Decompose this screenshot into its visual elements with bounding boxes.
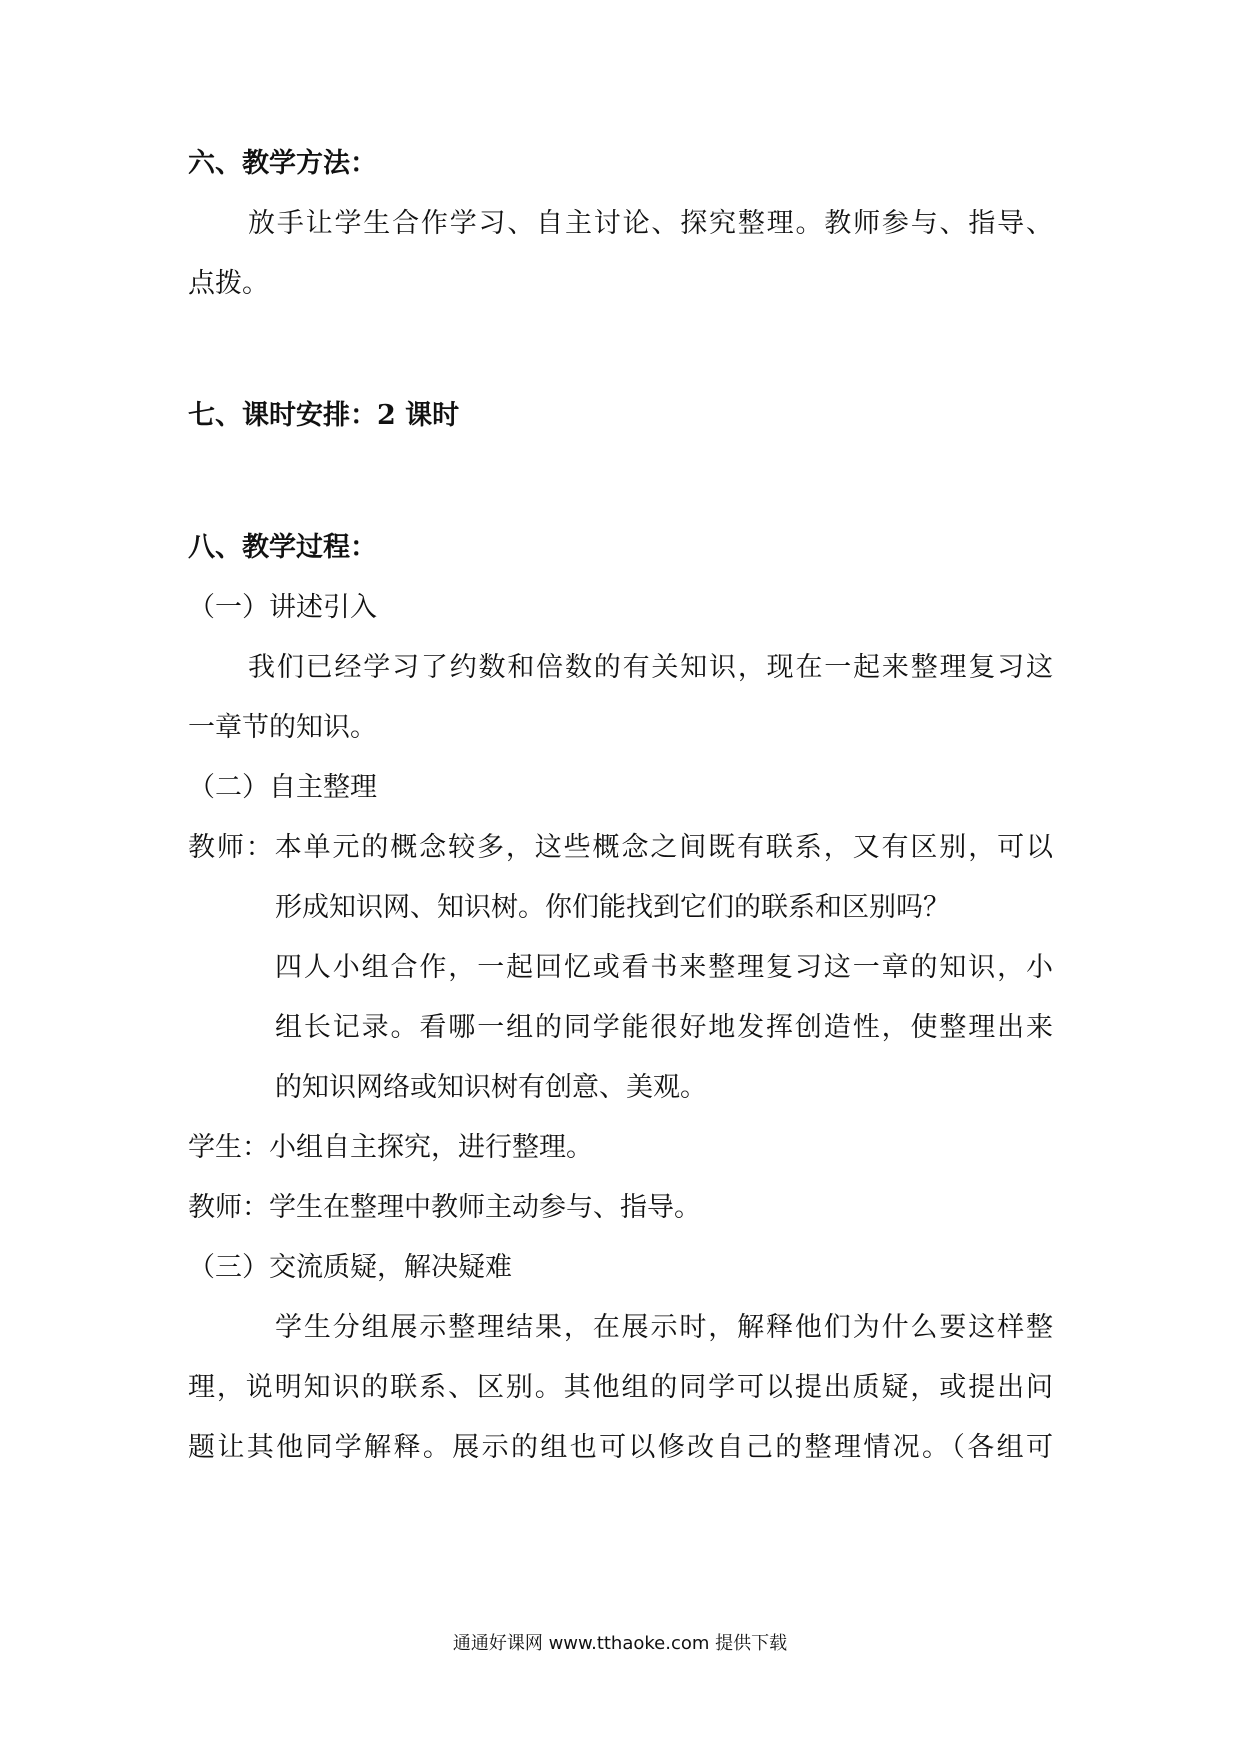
subsection-1-title: （一）讲述引入 (188, 592, 377, 623)
teacher-text-line-2: 形成知识网、知识树。你们能找到它们的联系和区别吗？ (275, 892, 950, 923)
subsection-3-text-line-3: 题让其他同学解释。展示的组也可以修改自己的整理情况。（各组可 (188, 1432, 1053, 1463)
section-7-heading: 七、课时安排：2 课时 (188, 400, 460, 431)
page-footer: 通通好课网 www.tthaoke.com 提供下载 (452, 1633, 788, 1654)
subsection-1-text-line-2: 一章节的知识。 (188, 712, 377, 743)
teacher-text-line-3: 四人小组合作，一起回忆或看书来整理复习这一章的知识，小 (275, 952, 1053, 983)
subsection-3-text-line-1: 学生分组展示整理结果，在展示时，解释他们为什么要这样整 (275, 1312, 1053, 1343)
subsection-3-text-line-2: 理，说明知识的联系、区别。其他组的同学可以提出质疑，或提出问 (188, 1372, 1053, 1403)
teacher-text-line-5: 的知识网络或知识树有创意、美观。 (275, 1072, 707, 1103)
section-6-text-line-1: 放手让学生合作学习、自主讨论、探究整理。教师参与、指导、 (248, 208, 1053, 239)
subsection-1-text-line-1: 我们已经学习了约数和倍数的有关知识，现在一起来整理复习这 (248, 652, 1053, 683)
subsection-2-title: （二）自主整理 (188, 772, 377, 803)
student-text: 学生：小组自主探究，进行整理。 (188, 1132, 593, 1163)
section-6-text-line-2: 点拨。 (188, 268, 269, 299)
section-6-heading: 六、教学方法： (188, 148, 377, 179)
section-8-heading: 八、教学过程： (188, 532, 377, 563)
teacher-text-line-4: 组长记录。看哪一组的同学能很好地发挥创造性，使整理出来 (275, 1012, 1053, 1043)
teacher-text-line-1: 教师：本单元的概念较多，这些概念之间既有联系，又有区别，可以 (188, 832, 1053, 863)
teacher-text-2: 教师：学生在整理中教师主动参与、指导。 (188, 1192, 701, 1223)
subsection-3-title: （三）交流质疑，解决疑难 (188, 1252, 512, 1283)
